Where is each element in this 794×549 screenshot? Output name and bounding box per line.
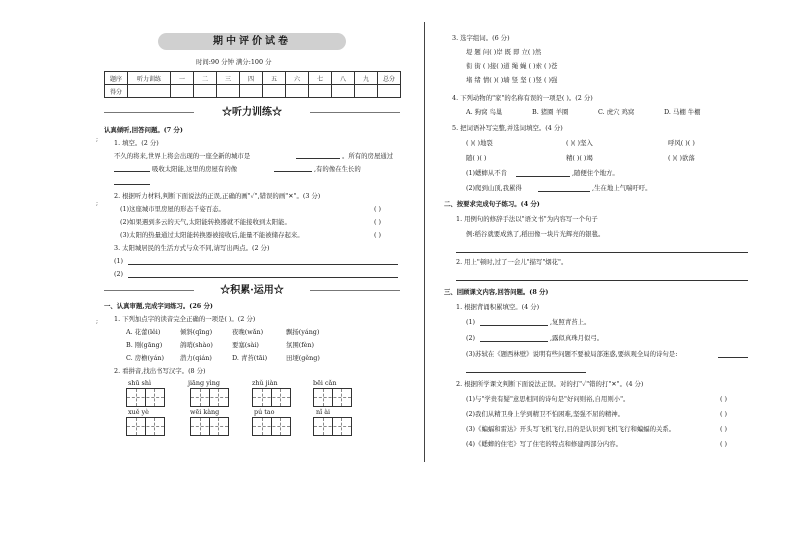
- score-cell[interactable]: [286, 85, 309, 98]
- score-col-7: 六: [286, 72, 309, 85]
- l3-item-2: (2): [114, 270, 124, 278]
- score-col-8: 七: [309, 72, 332, 85]
- r-sec3-q1c-blank-2[interactable]: [466, 372, 586, 373]
- a1-opt-a3: 夜晚(wǎn): [232, 328, 264, 336]
- r5-word-5: 精( )( )竭: [566, 154, 593, 162]
- a1-opt-c1: C. 房檐(yán): [126, 354, 165, 362]
- score-col-0: 题序: [105, 72, 128, 85]
- binding-mark: ;: [96, 200, 99, 207]
- pinyin-7: pú tao: [254, 408, 275, 416]
- l1-text-b: 。所有的房屋通过: [342, 152, 394, 160]
- r3-row-2: 衔 街 ( )接( )道 绳 蝇 ( )索 ( )苍: [466, 62, 558, 70]
- a1-q2: 2. 看拼音,找出书写汉字。(8 分): [114, 367, 206, 375]
- r5-sentence-1b: ,随便住个地方。: [572, 169, 619, 177]
- a1-opt-a2: 倾斜(qīng): [180, 328, 213, 336]
- r-sec3-q1b-b: ,露似真珠月似弓。: [550, 334, 604, 342]
- r-sec2-q1-example: 例:稻谷就要成熟了,稻田像一块片光辉亮的银毯。: [466, 230, 605, 238]
- r5-sentence-1: (1)蟋蟀从不肯: [466, 169, 508, 177]
- l1-blank-2[interactable]: [114, 171, 150, 172]
- r-sec3-q2-answer-4[interactable]: ( ): [720, 440, 728, 448]
- a1-opt-b4: 氛围(fèn): [286, 341, 315, 349]
- score-cell[interactable]: [332, 85, 355, 98]
- r5-blank-2[interactable]: [538, 191, 590, 192]
- r-sec3-q1a-b: ,复照青苔上。: [550, 318, 591, 326]
- writing-grid[interactable]: [252, 417, 291, 436]
- score-col-1: 听力训练: [128, 72, 171, 85]
- r4-opt-c: C. 虎穴 鸡窝: [598, 108, 635, 116]
- writing-grid[interactable]: [313, 388, 352, 407]
- section-listening: ☆听力训练☆: [104, 106, 400, 119]
- binding-mark: ;: [96, 318, 99, 325]
- binding-mark: ;: [96, 136, 99, 143]
- r-sec3-q1b: (2): [466, 334, 476, 342]
- writing-grid[interactable]: [190, 388, 229, 407]
- r-sec3-q1b-blank[interactable]: [480, 341, 548, 342]
- r-sec3-q1c: (3)苏轼在《题西林壁》说明有些问题不要被局部迷惑,要纵观全局的诗句是:: [466, 350, 678, 358]
- divider-right: [310, 112, 400, 113]
- r-sec2-q2-answer[interactable]: [456, 280, 748, 281]
- score-table-row: [105, 85, 401, 98]
- r-sec3-q2-item-3: (3)《蝙蝠和雷达》开头写飞机飞行,目的是认识到飞机飞行和蝙蝠的关系。: [466, 425, 676, 433]
- l2-answer-2[interactable]: ( ): [374, 218, 382, 226]
- r5-title: 5. 把词语补写完整,并选词填空。(4 分): [452, 124, 563, 132]
- writing-grid[interactable]: [190, 417, 229, 436]
- listening-intro: 认真倾听,回答问题。(7 分): [104, 126, 183, 134]
- score-col-3: 二: [194, 72, 217, 85]
- r5-sentence-2b: ,生在地上气喘吁吁。: [592, 184, 652, 192]
- r-sec2-title: 二、按要求完成句子练习。(4 分): [444, 200, 540, 208]
- score-col-6: 五: [263, 72, 286, 85]
- pinyin-1: shū shì: [128, 379, 151, 387]
- r5-word-1: ( )( )地裂: [466, 139, 493, 147]
- score-col-4: 三: [217, 72, 240, 85]
- a1-opt-c2: 潜力(qián): [180, 354, 212, 362]
- l1-blank-1[interactable]: [296, 158, 340, 159]
- l2-item-3: (3)太阳的热量通过太阳能转换器被接收后,能量不能被储存起来。: [120, 231, 304, 239]
- r-sec3-q1c-blank-1[interactable]: [718, 357, 748, 358]
- l2-answer-3[interactable]: ( ): [374, 231, 382, 239]
- l2-item-2: (2)如果遇到多云的天气,太阳能转换器就不能接收到太阳能。: [120, 218, 291, 226]
- l3-title: 3. 太阳城居民的生活方式与众不同,请写出两点。(2 分): [114, 244, 270, 252]
- score-row-label: 得分: [105, 85, 128, 98]
- r4-opt-b: B. 猪圈 羊圈: [532, 108, 569, 116]
- r-sec3-q2-item-4: (4)《蟋蟀的住宅》写了住宅的特点和修建两部分内容。: [466, 440, 623, 448]
- score-cell[interactable]: [217, 85, 240, 98]
- a1-opt-a1: A. 花蕾(lěi): [126, 328, 161, 336]
- score-cell[interactable]: [171, 85, 194, 98]
- a1-opt-b3: 要塞(sài): [232, 341, 259, 349]
- r5-word-6: ( )( )欲落: [668, 154, 695, 162]
- score-table-header: [105, 72, 401, 85]
- section-accumulation: ☆积累·运用☆: [104, 284, 400, 297]
- l3-answer-2[interactable]: [128, 277, 398, 278]
- writing-grid[interactable]: [313, 417, 352, 436]
- l2-answer-1[interactable]: ( ): [374, 205, 382, 213]
- l1-text-a: 不久的将来,世界上将会出现的一座全新的城市是: [114, 152, 251, 160]
- l2-item-1: (1)这座城市里房屋的形态千姿百态。: [120, 205, 225, 213]
- a1-opt-d2: 田埂(gěng): [286, 354, 320, 362]
- score-cell[interactable]: [194, 85, 217, 98]
- l3-answer-1[interactable]: [128, 264, 398, 265]
- r-sec2-q1: 1. 用例句的修辞手法以"语文书"为内容写一个句子: [456, 215, 598, 223]
- pinyin-6: wēi kàng: [190, 408, 220, 416]
- score-cell[interactable]: [378, 85, 401, 98]
- writing-grid[interactable]: [126, 388, 165, 407]
- r-sec2-q2: 2. 用上"顿时,过了一会儿"描写"烟花"。: [456, 258, 568, 266]
- r3-row-1: 堤 题 问( )岸 既 即 立( )然: [466, 48, 542, 56]
- r5-word-3: 呼风( )( ): [668, 139, 695, 147]
- column-divider: [424, 22, 425, 462]
- r5-sentence-2: (2)爬到山顶,我累得: [466, 184, 522, 192]
- exam-meta: 时间:90 分钟 满分:100 分: [196, 58, 272, 66]
- score-col-11: 总分: [378, 72, 401, 85]
- l1-text-c: 吸收太阳能,这里的房屋有的像: [152, 165, 238, 173]
- r-sec3-title: 三、回顾课文内容,回答问题。(8 分): [444, 288, 549, 296]
- r-sec3-q1: 1. 根据背诵积累填空。(4 分): [456, 303, 540, 311]
- r3-title: 3. 选字组词。(6 分): [452, 34, 510, 42]
- score-cell[interactable]: [263, 85, 286, 98]
- writing-grid[interactable]: [252, 388, 291, 407]
- r-sec3-q2-answer-3[interactable]: ( ): [720, 425, 728, 433]
- writing-grid[interactable]: [126, 417, 165, 436]
- score-cell[interactable]: [128, 85, 171, 98]
- a1-q1: 1. 下列加点字的读音完全正确的一项是( )。(2 分): [114, 315, 256, 323]
- exam-title: 期中评价试卷: [158, 33, 346, 50]
- l1-title: 1. 填空。(2 分): [114, 139, 159, 147]
- r-sec3-q2: 2. 根据所学课文判断下面说法正误。对的打"✓"错的打"✕"。(4 分): [456, 380, 644, 388]
- l1-blank-4[interactable]: [114, 184, 150, 185]
- l3-item-1: (1): [114, 257, 124, 265]
- r5-word-2: ( )( )坚入: [566, 139, 593, 147]
- a1-intro: 一、认真审题,完成字词练习。(26 分): [104, 302, 213, 310]
- score-col-2: 一: [171, 72, 194, 85]
- score-col-10: 九: [355, 72, 378, 85]
- score-col-5: 四: [240, 72, 263, 85]
- r-sec3-q2-answer-1[interactable]: ( ): [720, 395, 728, 403]
- r5-blank-1[interactable]: [516, 176, 570, 177]
- a1-opt-b2: 鸽哨(shào): [180, 341, 213, 349]
- l2-title: 2. 根据听力材料,判断下面说法的正误,正确的画"✓",错误的画"✕"。(3 分): [114, 192, 321, 200]
- a1-opt-d1: D. 青苔(tāi): [232, 354, 268, 362]
- r-sec3-q2-answer-2[interactable]: ( ): [720, 410, 728, 418]
- l1-blank-3[interactable]: [274, 171, 312, 172]
- a1-opt-b1: B. 刚(gāng): [126, 341, 163, 349]
- pinyin-2: jiāng yìng: [188, 379, 220, 387]
- r3-row-3: 堵 绪 情( )( )墙 竖 坚 ( )竖 ( )强: [466, 76, 558, 84]
- pinyin-3: zhǔ jiàn: [252, 379, 278, 387]
- r-sec3-q2-item-2: (2)我们从精卫身上学到精卫不怕困难,坚强不屈的精神。: [466, 410, 625, 418]
- l1-text-d: ,有的像在生长的: [314, 165, 361, 173]
- r4-opt-d: D. 马棚 牛棚: [664, 108, 701, 116]
- score-cell[interactable]: [355, 85, 378, 98]
- r4-opt-a: A. 狗窝 鸟巢: [466, 108, 503, 116]
- divider-left: [104, 112, 194, 113]
- r5-word-4: 随( )( ): [466, 154, 487, 162]
- score-cell[interactable]: [240, 85, 263, 98]
- r-sec3-q1a-blank[interactable]: [480, 325, 548, 326]
- pinyin-8: nǐ ài: [316, 408, 331, 416]
- r4-title: 4. 下列动物的"家"的名称有误的一项是( )。(2 分): [452, 94, 593, 102]
- pinyin-4: bēi cǎn: [313, 379, 337, 387]
- a1-opt-a4: 飘扬(yáng): [286, 328, 320, 336]
- score-table: [104, 71, 401, 98]
- score-col-9: 八: [332, 72, 355, 85]
- pinyin-5: xuě yè: [128, 408, 149, 416]
- r-sec3-q1a: (1): [466, 318, 476, 326]
- r-sec2-q1-answer[interactable]: [456, 252, 748, 253]
- score-cell[interactable]: [309, 85, 332, 98]
- r-sec3-q2-item-1: (1)与"学贵有疑"意思相同的诗句是"好问则裕,自用则小"。: [466, 395, 630, 403]
